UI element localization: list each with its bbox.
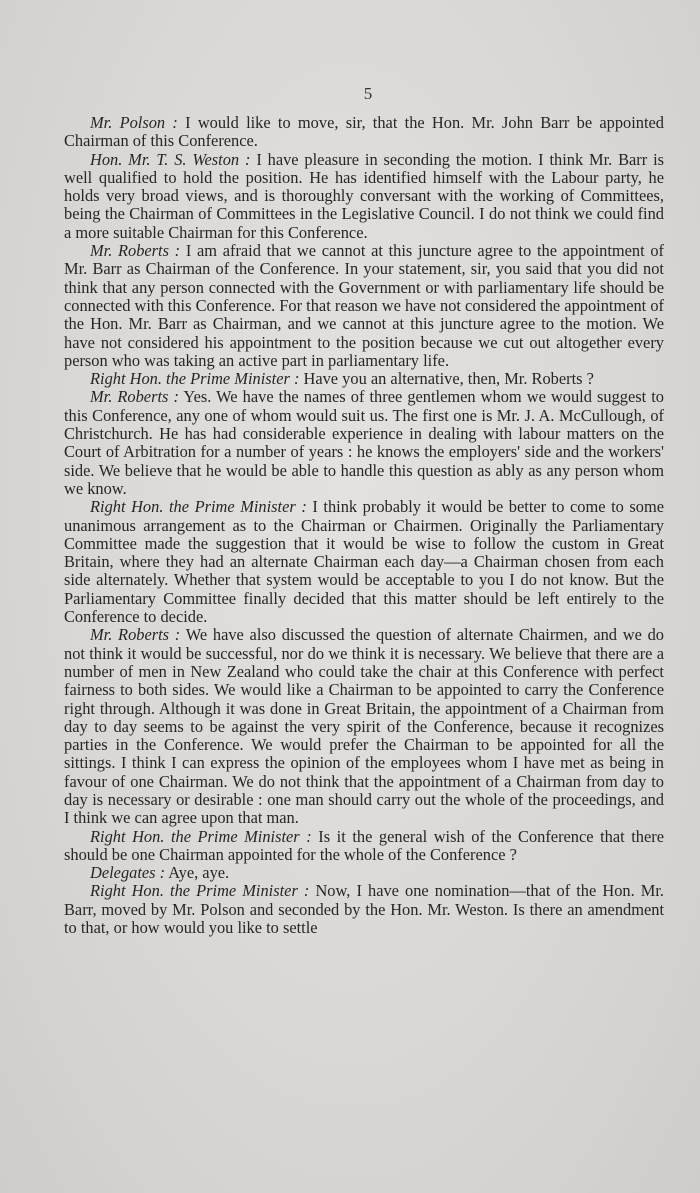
paragraph: [64, 114, 664, 151]
page-number: 5: [363, 84, 373, 103]
paragraph: [64, 882, 664, 937]
speaker-name: Delegates :: [90, 863, 166, 883]
speaker-name: Right Hon. the Prime Minister :: [90, 881, 310, 901]
speech-text: I am afraid that we cannot at this juncture agree to the appointment of Mr. Barr as Chairman of the Conference. In your statement, sir, you said that you did not think that any person connected with the Government or with parliamentary life should be connected with this Conference. For that reason we have not considered the appointment of the Hon. Mr. Barr as Chairman, and we cannot at this juncture agree to the motion. We have not considered his appointment to the position because we cut out altogether every person who was taking an active part in parliamentary life.: [64, 241, 664, 370]
speaker-name: Hon. Mr. T. S. Weston :: [90, 149, 251, 169]
paragraph: [64, 864, 664, 882]
speech-text: I think probably it would be better to come to some unanimous arrangement as to the Chairman or Chairmen. Originally the Parliamentary Committee made the suggestion that it would be wise to follow the custom in Great Britain, where they had an alternate Chairman each day—a Chairman chosen from each side alternately. Whether that system would be acceptable to you I do not know. But the Parliamentary Committee finally decided that this matter should be left entirely to the Conference to decide.: [64, 497, 664, 627]
speaker-name: Right Hon. the Prime Minister :: [90, 497, 307, 517]
paragraph: [64, 828, 664, 865]
paragraph: [64, 498, 664, 626]
speech-text: We have also discussed the question of alternate Chairmen, and we do not think it would be successful, nor do we think it is necessary. We believe that there are a number of men in New Zealand who could take the chair at this Conference with perfect fairness to both sides. We would like a Chairman to be appointed to carry the Conference right through. Although it was done in Great Britain, the appointment of a Chairman from day to day seems to be against the very spirit of the Conference, because it recognizes parties in the Conference. We would prefer the Chairman to be appointed for all the sittings. I think I can express the opinion of the employees whom I have met as being in favour of one Chairman. We do not think that the appointment of a Chairman from day to day is necessary or desirable : one man should carry out the whole of the proceedings, and I think we can agree upon that man.: [64, 625, 664, 828]
speech-text: Yes. We have the names of three gentlemen whom we would suggest to this Conference, any one of whom would suit us. The first one is Mr. J. A. McCullough, of Christchurch. He has had considerable experience in dealing with labour matters on the Court of Arbitration for a number of years : he knows the employers' side and the workers' side. We believe that he would be able to handle this question as ably as any person whom we know.: [64, 387, 664, 498]
speech-text: Is it the general wish of the Conference that there should be one Chairman appointed for the whole of the Conference ?: [64, 826, 665, 864]
paragraph: [64, 388, 664, 498]
speaker-name: Mr. Roberts :: [90, 387, 179, 407]
speech-text: Have you an alternative, then, Mr. Roberts ?: [299, 369, 594, 389]
speech-text: Aye, aye.: [165, 863, 230, 883]
speaker-name: Right Hon. the Prime Minister :: [90, 369, 300, 389]
speech-text: I would like to move, sir, that the Hon. Mr. John Barr be appointed Chairman of this Conference.: [64, 113, 664, 151]
paragraph: [64, 151, 664, 242]
paragraph: [64, 370, 664, 388]
paragraph: [64, 626, 664, 827]
speech-text: I have pleasure in seconding the motion. I think Mr. Barr is well qualified to hold the position. He has identified himself with the Labour party, he holds very broad views, and is thoroughly conversant with the working of Committees, being the Chairman of Committees in the Legislative Council. I do not think we could find a more suitable Chairman for this Conference.: [64, 149, 665, 242]
speech-text: Now, I have one nomination—that of the Hon. Mr. Barr, moved by Mr. Polson and seconded by the Hon. Mr. Weston. Is there an amendment to that, or how would you like to settle: [64, 881, 665, 938]
speaker-name: Right Hon. the Prime Minister :: [90, 826, 312, 846]
speaker-name: Mr. Roberts :: [90, 241, 181, 261]
speaker-name: Mr. Polson :: [90, 113, 178, 132]
speaker-name: Mr. Roberts :: [90, 625, 181, 645]
transcript-body: [64, 114, 664, 937]
paragraph: [64, 242, 664, 370]
